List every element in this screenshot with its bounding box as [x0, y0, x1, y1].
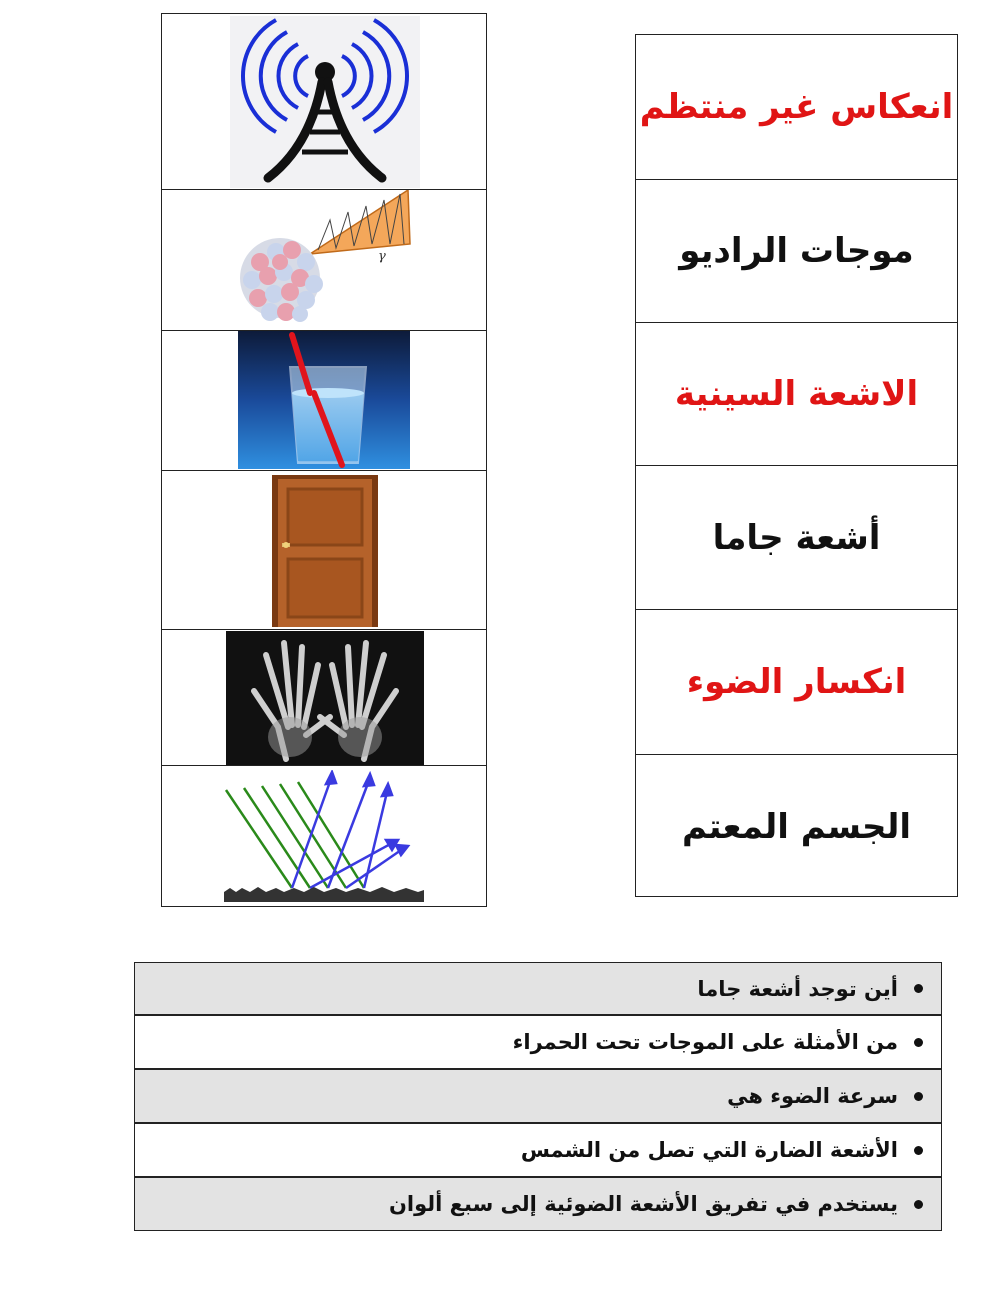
- image-cell-xray-hands[interactable]: [162, 630, 486, 766]
- question-text: يستخدم في تفريق الأشعة الضوئية إلى سبع ألوان: [388, 1192, 898, 1216]
- term-cell-radio-waves[interactable]: [636, 180, 957, 323]
- term-cell-gamma-rays[interactable]: [636, 466, 957, 610]
- question-row-5[interactable]: [135, 1178, 941, 1230]
- question-text: من الأمثلة على الموجات تحت الحمراء: [512, 1030, 898, 1054]
- radio-tower-icon: [230, 16, 420, 188]
- term-irregular-reflection: انعكاس غير منتظم: [639, 87, 954, 127]
- nucleus-gamma-icon: [238, 190, 418, 330]
- term-cell-opaque-body[interactable]: [636, 755, 957, 898]
- bullet-icon: [914, 1038, 923, 1047]
- bullet-icon: [914, 1092, 923, 1101]
- question-text: أين توجد أشعة جاما: [697, 976, 898, 1001]
- image-cell-nucleus-gamma[interactable]: [162, 190, 486, 331]
- question-text: سرعة الضوء هي: [727, 1084, 898, 1108]
- question-row-1[interactable]: [135, 963, 941, 1016]
- bullet-icon: [914, 984, 923, 993]
- term-radio-waves: موجات الراديو: [679, 231, 914, 271]
- term-cell-refraction[interactable]: [636, 610, 957, 755]
- image-cell-door[interactable]: [162, 471, 486, 630]
- bullet-icon: [914, 1200, 923, 1209]
- term-refraction: انكسار الضوء: [686, 662, 907, 702]
- xray-hands-icon: [226, 631, 424, 765]
- diffuse-reflection-icon: [220, 770, 430, 906]
- door-icon: [270, 475, 380, 627]
- terms-table: [635, 34, 958, 897]
- bullet-icon: [914, 1146, 923, 1155]
- image-cell-glass-straw[interactable]: [162, 331, 486, 471]
- term-opaque-body: الجسم المعتم: [682, 806, 911, 847]
- questions-table: [134, 962, 942, 1231]
- question-row-2[interactable]: [135, 1016, 941, 1070]
- term-cell-irregular-reflection[interactable]: [636, 35, 957, 180]
- image-cell-radio-tower[interactable]: [162, 14, 486, 190]
- term-x-rays: الاشعة السينية: [674, 374, 919, 414]
- gamma-label: γ: [378, 249, 386, 264]
- question-row-3[interactable]: [135, 1070, 941, 1124]
- glass-straw-icon: [238, 331, 410, 469]
- image-table: [161, 13, 487, 907]
- image-cell-diffuse-reflection[interactable]: [162, 766, 486, 908]
- question-row-4[interactable]: [135, 1124, 941, 1178]
- question-text: الأشعة الضارة التي تصل من الشمس: [520, 1138, 898, 1162]
- term-cell-x-rays[interactable]: [636, 323, 957, 466]
- term-gamma-rays: أشعة جاما: [712, 517, 881, 558]
